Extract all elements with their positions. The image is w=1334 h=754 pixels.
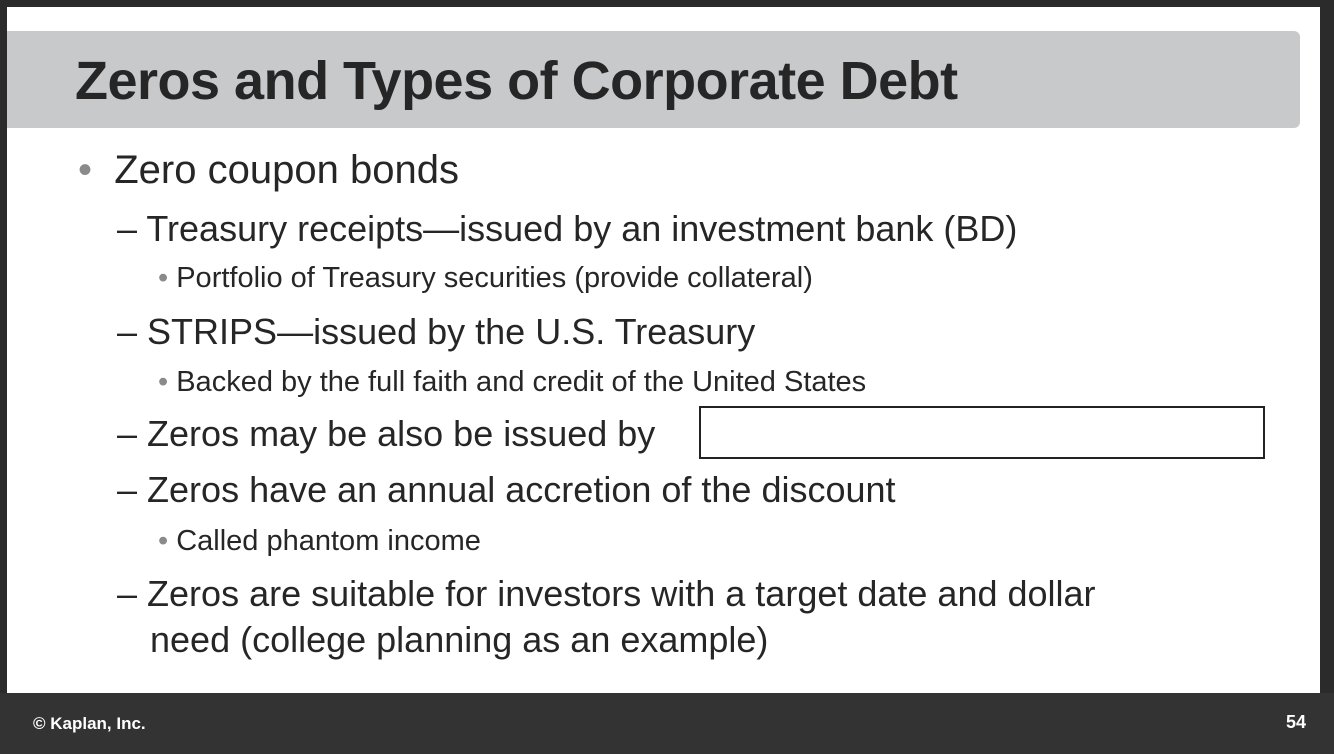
dash-marker: – (117, 208, 138, 249)
subbullet-text: Treasury receipts—issued by an investment bank (BD) (146, 208, 1018, 249)
subbullet-suitable-continuation (150, 619, 768, 661)
copyright-text: © Kaplan, Inc. (33, 714, 146, 733)
subbullet-accretion (117, 469, 896, 511)
subsubbullet-text: Backed by the full faith and credit of the United States (176, 366, 867, 398)
subbullet-text: Zeros may be also be issued by (147, 413, 656, 454)
bullet-marker: • (158, 262, 169, 294)
bullet-marker: • (78, 148, 93, 192)
subbullet-treasury-receipts (117, 208, 1017, 250)
dash-marker: – (117, 469, 138, 510)
bullet-text: Zero coupon bonds (114, 148, 459, 192)
bullet-marker: • (158, 366, 169, 398)
bullet-zero-coupon-bonds (78, 147, 459, 193)
subsubbullet-phantom-income (158, 524, 481, 558)
page-number: 54 (1285, 712, 1306, 732)
subbullet-text: Zeros are suitable for investors with a target date and dollar (147, 573, 1096, 614)
subsubbullet-text: Portfolio of Treasury securities (provide collateral) (176, 262, 813, 294)
subbullet-suitable-investors (117, 573, 1096, 615)
dash-marker: – (117, 311, 138, 352)
dash-marker: – (117, 573, 138, 614)
subbullet-text: Zeros have an annual accretion of the discount (147, 469, 896, 510)
subbullet-continuation-text: need (college planning as an example) (150, 619, 769, 660)
slide-title: Zeros and Types of Corporate Debt (75, 51, 958, 111)
footer-bar (0, 693, 1334, 754)
subbullet-strips (117, 311, 755, 353)
subbullet-zeros-issued-by (117, 413, 655, 455)
subsubbullet-portfolio (158, 261, 813, 295)
answer-blank-box[interactable] (699, 406, 1265, 459)
dash-marker: – (117, 413, 138, 454)
bullet-marker: • (158, 525, 169, 557)
subsubbullet-backed-by (158, 365, 866, 399)
subbullet-text: STRIPS—issued by the U.S. Treasury (147, 311, 756, 352)
subsubbullet-text: Called phantom income (176, 525, 481, 557)
